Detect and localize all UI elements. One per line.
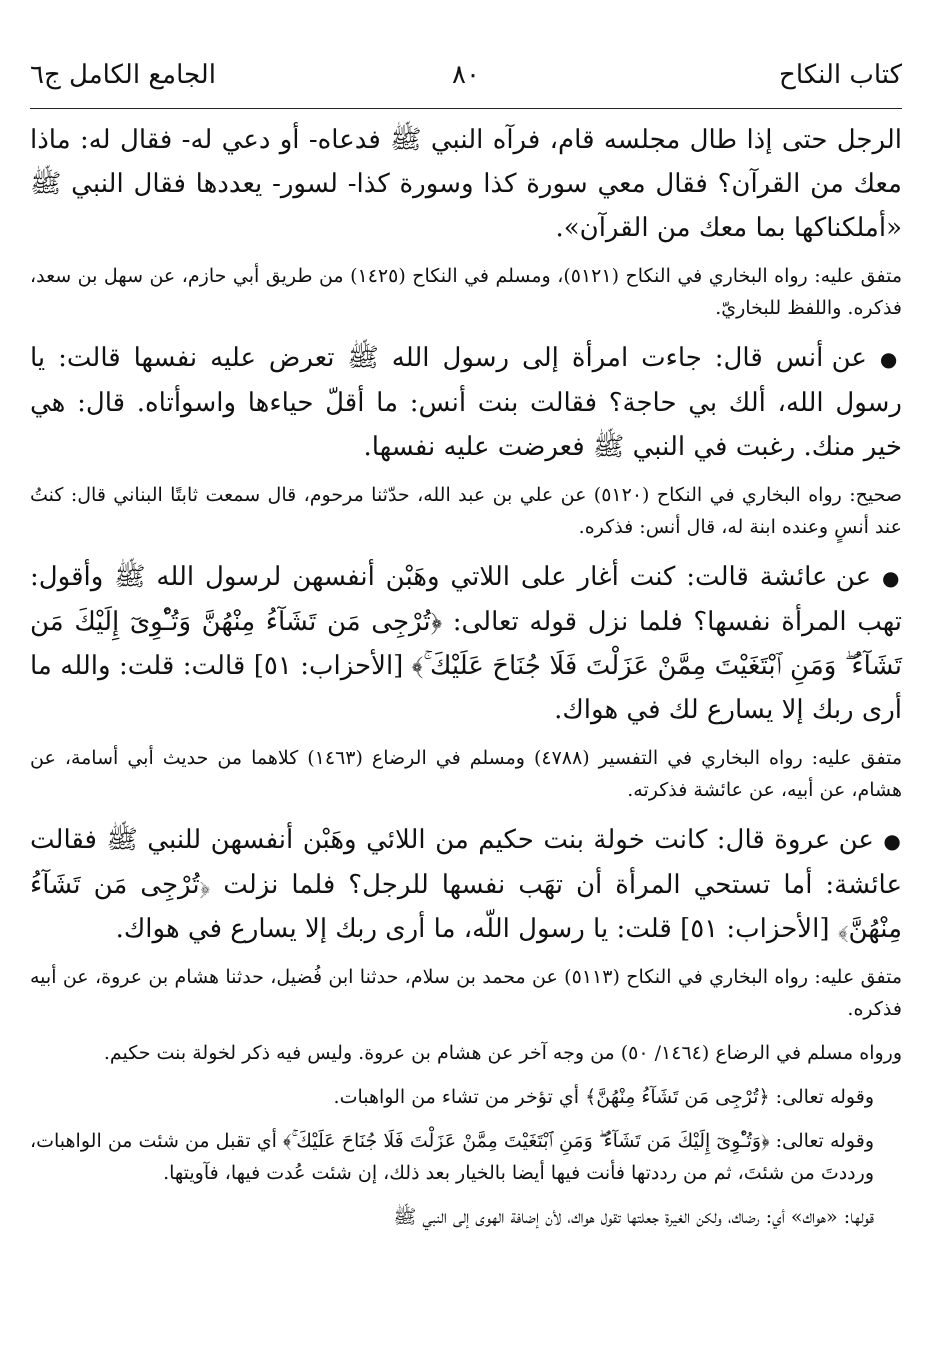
bullet-icon: ● [879, 347, 902, 371]
commentary-note: وقوله تعالى: ﴿وَتُـْٔوِىٓ إِلَيْكَ مَن تَشَآءُ ۖ وَمَنِ ٱبْتَغَيْتَ مِمَّنْ عَزَلْتَ فَلَا جُنَاحَ عَلَيْكَ ۚ﴾ أي تقبل من شئت من الواهبات، ورددتَ من شئتَ، ثم من رددتها فأنت فيها أيضا بالخيار بعد ذلك، إن شئت عُدت فيها، فآويتها. [30, 1130, 874, 1184]
hadith-text: عن أنس قال: جاءت امرأة إلى رسول الله ﷺ تعرض عليه نفسها قالت: يا رسول الله، ألك بي حاجة؟ فقالت بنت أنس: ما أقلّ حياءها واسوأتاه. قال: هي خير منك. رغبت في النبي ﷺ فعرضت عليه نفسها. [30, 343, 902, 462]
takhrij-note: صحيح: رواه البخاري في النكاح (٥١٢٠) عن علي بن عبد الله، حدّثنا مرحوم، قال سمعت ثابتًا البناني قال: كنتُ عند أنسٍ وعنده ابنة له، قال أنس: فذكره. [30, 484, 902, 538]
page-header [30, 50, 902, 100]
page-body [30, 118, 902, 1245]
takhrij-note: متفق عليه: رواه البخاري في النكاح (٥١٢١)، ومسلم في النكاح (١٤٢٥) من طريق أبي حازم، عن سهل بن سعد، فذكره. واللفظ للبخاريّ. [30, 265, 902, 319]
header-divider [30, 108, 902, 109]
commentary-note: وقوله تعالى: ﴿تُرْجِى مَن تَشَآءُ مِنْهُنَّ﴾ أي تؤخر من تشاء من الواهبات. [333, 1086, 874, 1108]
takhrij-note: ورواه مسلم في الرضاع (١٤٦٤/ ٥٠) من وجه آخر عن هشام بن عروة. وليس فيه ذكر لخولة بنت حكيم. [103, 1042, 902, 1064]
hadith-text: عن عائشة قالت: كنت أغار على اللاتي وهَبْن أنفسهن لرسول الله ﷺ وأقول: تهب المرأة نفسها؟ فلما نزل قوله تعالى: ﴿تُرْجِى مَن تَشَآءُ مِنْهُنَّ وَتُـْٔوِىٓ إِلَيْكَ مَن تَشَآءُ ۖ وَمَنِ ٱبْتَغَيْتَ مِمَّنْ عَزَلْتَ فَلَا جُنَاحَ عَلَيْكَ ۚ﴾ [الأحزاب: ٥١] قالت: قلت: والله ما أرى ربك إلا يسارع لك في هواك. [30, 562, 902, 725]
hadith-paragraph [30, 818, 902, 951]
bullet-icon: ● [881, 566, 903, 590]
hadith-paragraph [30, 555, 902, 732]
bullet-icon: ● [883, 829, 902, 853]
takhrij-note: متفق عليه: رواه البخاري في التفسير (٤٧٨٨) ومسلم في الرضاع (١٤٦٣) كلاهما من حديث أبي أسامة، عن هشام، عن أبيه، عن عائشة فذكرته. [30, 747, 902, 801]
hadith-text: عن عروة قال: كانت خولة بنت حكيم من اللائي وهَبْن أنفسهن للنبي ﷺ فقالت عائشة: أما تستحي المرأة أن تهَب نفسها للرجل؟ فلما نزلت ﴿تُرْجِى مَن تَشَآءُ مِنْهُنَّ﴾ [الأحزاب: ٥١] قلت: يا رسول اللّه، ما أرى ربك إلا يسارع في هواك. [30, 825, 902, 944]
commentary-note: قولها: «هواك» أي: رضاك، ولكن الغيرة جعلتها تقول هواك، لأن إضافة الهوى إلى النبي ﷺ [393, 1206, 874, 1228]
page-number: ٨٠ [452, 60, 480, 90]
hadith-paragraph [30, 336, 902, 469]
collection-title: الجامع الكامل ج٦ [30, 60, 216, 90]
takhrij-note: متفق عليه: رواه البخاري في النكاح (٥١١٣) عن محمد بن سلام، حدثنا ابن فُضيل، حدثنا هشام بن عروة، عن أبيه فذكره. [30, 966, 903, 1020]
book-title: كتاب النكاح [779, 60, 902, 90]
hadith-continuation: الرجل حتى إذا طال مجلسه قام، فرآه النبي ﷺ فدعاه- أو دعي له- فقال له: ماذا معك من القرآن؟ فقال معي سورة كذا وسورة كذا- لسور- يعددها فقال النبي ﷺ «أملكناكها بما معك من القرآن». [30, 125, 902, 243]
